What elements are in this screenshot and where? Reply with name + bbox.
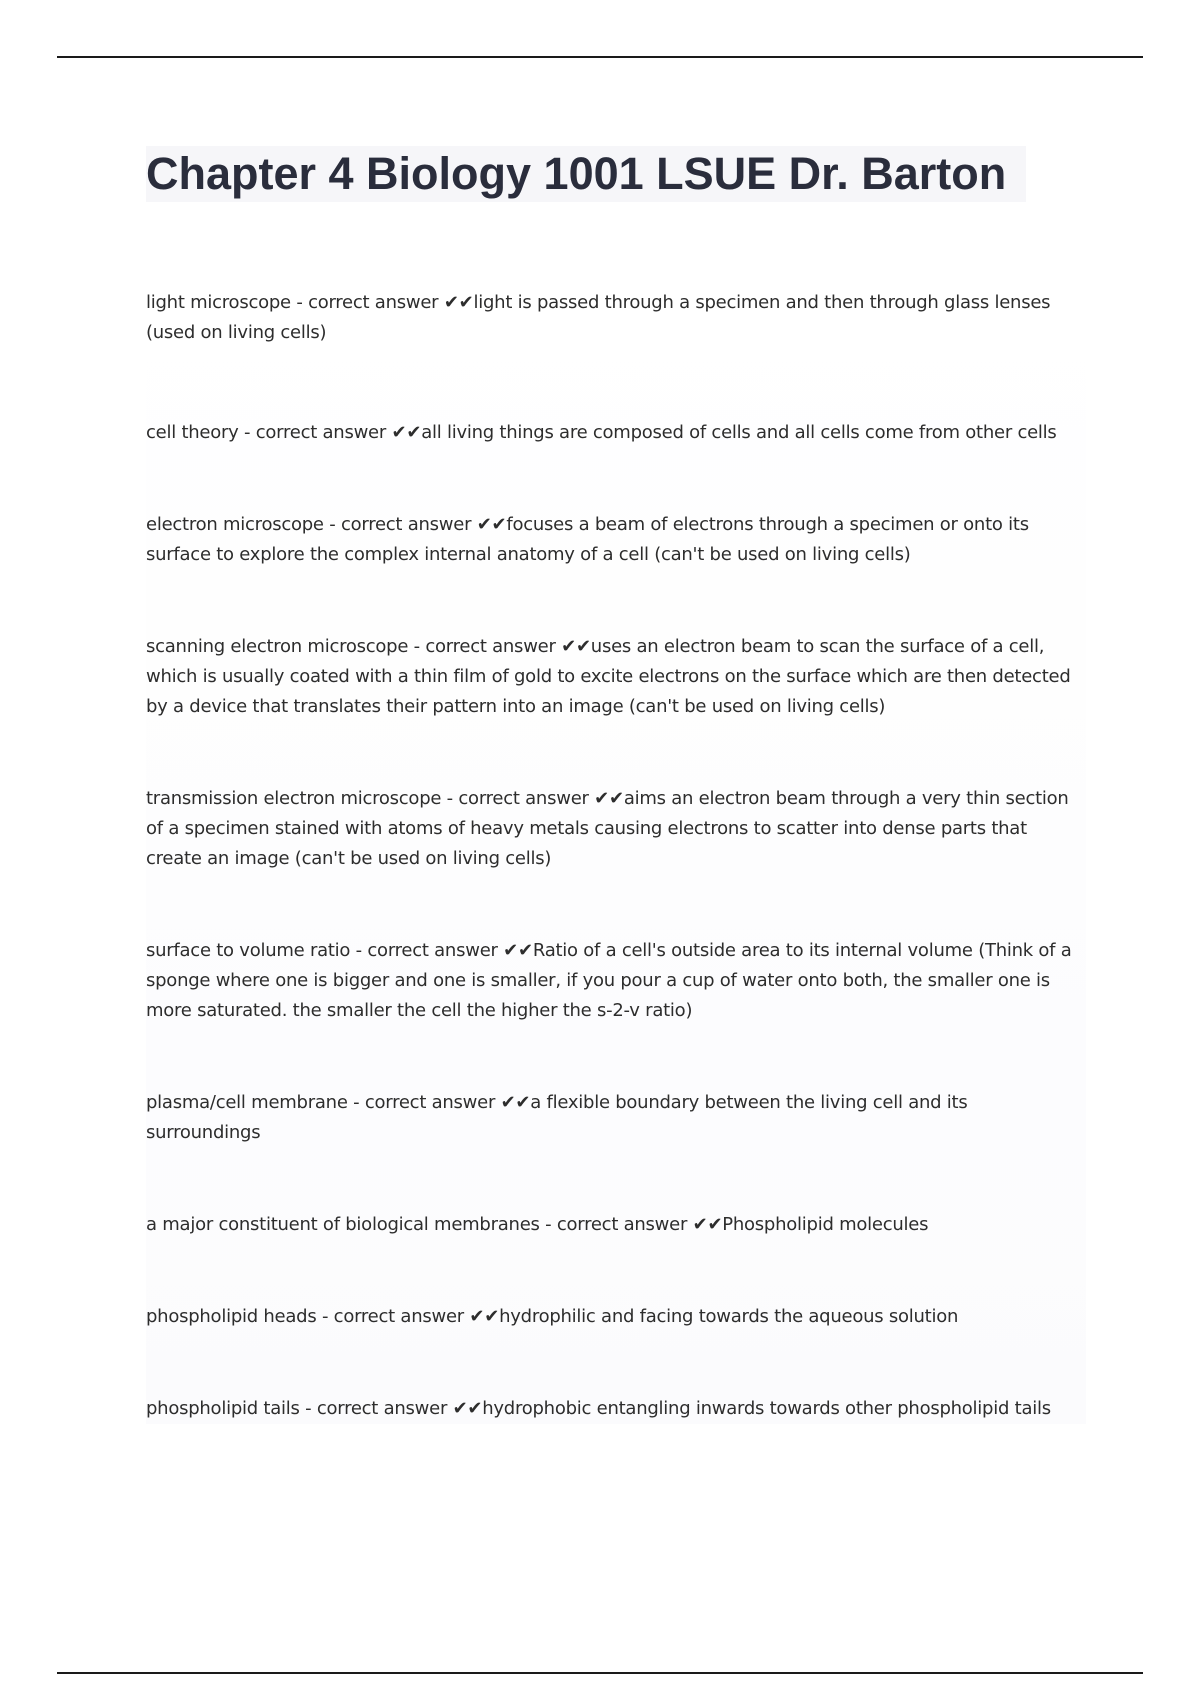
check-mark-icon: ✔✔ bbox=[561, 636, 591, 657]
flashcard-entry bbox=[146, 936, 1086, 1026]
check-mark-icon: ✔✔ bbox=[594, 788, 624, 809]
entry-term: electron microscope bbox=[146, 514, 324, 535]
entry-term: a major constituent of biological membranes bbox=[146, 1214, 540, 1235]
check-mark-icon: ✔✔ bbox=[469, 1306, 500, 1327]
check-mark-icon: ✔✔ bbox=[452, 1398, 483, 1419]
flashcard-entry bbox=[146, 418, 1086, 448]
entry-term: phospholipid heads bbox=[146, 1306, 317, 1327]
entry-separator: - bbox=[299, 1398, 317, 1419]
footer-rule bbox=[57, 1672, 1143, 1674]
answer-label: correct answer bbox=[458, 788, 589, 809]
check-mark-icon: ✔✔ bbox=[391, 422, 422, 443]
answer-label: correct answer bbox=[316, 1398, 448, 1419]
flashcard-entry bbox=[146, 1088, 1086, 1148]
entry-definition: Ratio of a cell's outside area to its internal volume (Think of a sponge where one is bigger and one is smaller, if you pour a cup of water onto both, the smaller one is more saturated. the smaller the cell the higher the s-2-v ratio) bbox=[146, 940, 1072, 1021]
entry-separator: - bbox=[441, 788, 459, 809]
check-mark-icon: ✔✔ bbox=[443, 292, 474, 313]
entry-separator: - bbox=[316, 1306, 334, 1327]
entry-separator: - bbox=[350, 940, 368, 961]
entry-separator: - bbox=[238, 422, 256, 443]
entry-term: transmission electron microscope bbox=[146, 788, 442, 809]
entry-definition: all living things are composed of cells and all cells come from other cells bbox=[421, 422, 1057, 443]
flashcard-entry bbox=[146, 288, 1086, 348]
answer-label: correct answer bbox=[308, 292, 439, 313]
entry-separator: - bbox=[539, 1214, 557, 1235]
title-block bbox=[146, 146, 1026, 202]
document-body bbox=[146, 146, 1086, 1424]
flashcard-entry bbox=[146, 1394, 1086, 1424]
entry-term: scanning electron microscope bbox=[146, 636, 409, 657]
entry-separator: - bbox=[408, 636, 426, 657]
check-mark-icon: ✔✔ bbox=[503, 940, 533, 961]
answer-label: correct answer bbox=[425, 636, 556, 657]
flashcard-entry bbox=[146, 632, 1086, 722]
answer-label: correct answer bbox=[333, 1306, 464, 1327]
flashcard-entry bbox=[146, 1210, 1086, 1240]
entry-definition: focuses a beam of electrons through a specimen or onto its surface to explore the complex internal anatomy of a cell (can't be used on living cells) bbox=[146, 514, 1029, 565]
answer-label: correct answer bbox=[255, 422, 387, 443]
entry-definition: uses an electron beam to scan the surface of a cell, which is usually coated with a thin film of gold to excite electrons on the surface which are then detected by a device that translates their pattern into an image (can't be used on living cells) bbox=[146, 636, 1071, 717]
check-mark-icon: ✔✔ bbox=[500, 1092, 531, 1113]
entry-term: surface to volume ratio bbox=[146, 940, 351, 961]
entry-separator: - bbox=[347, 1092, 365, 1113]
flashcard-entry bbox=[146, 784, 1086, 874]
flashcard-entry bbox=[146, 1302, 1086, 1332]
page-title: Chapter 4 Biology 1001 LSUE Dr. Barton bbox=[146, 148, 1007, 199]
entry-separator: - bbox=[323, 514, 341, 535]
entry-definition: light is passed through a specimen and then through glass lenses (used on living cells) bbox=[146, 292, 1051, 343]
entry-definition: hydrophobic entangling inwards towards other phospholipid tails bbox=[482, 1398, 1051, 1419]
entry-definition: Phospholipid molecules bbox=[722, 1214, 929, 1235]
entry-term: plasma/cell membrane bbox=[146, 1092, 348, 1113]
flashcard-entry bbox=[146, 510, 1086, 570]
answer-label: correct answer bbox=[556, 1214, 688, 1235]
check-mark-icon: ✔✔ bbox=[476, 514, 507, 535]
entry-definition: a flexible boundary between the living cell and its surroundings bbox=[146, 1092, 968, 1143]
header-rule bbox=[57, 56, 1143, 58]
entry-term: phospholipid tails bbox=[146, 1398, 300, 1419]
entry-term: cell theory bbox=[146, 422, 239, 443]
entry-separator: - bbox=[290, 292, 309, 313]
entry-definition: aims an electron beam through a very thin section of a specimen stained with atoms of heavy metals causing electrons to scatter into dense parts that create an image (can't be used on living cells) bbox=[146, 788, 1069, 869]
check-mark-icon: ✔✔ bbox=[692, 1214, 723, 1235]
entry-term: light microscope bbox=[146, 292, 291, 313]
answer-label: correct answer bbox=[364, 1092, 496, 1113]
answer-label: correct answer bbox=[367, 940, 498, 961]
answer-label: correct answer bbox=[340, 514, 472, 535]
flashcard-list bbox=[146, 288, 1086, 1424]
entry-definition: hydrophilic and facing towards the aqueous solution bbox=[499, 1306, 959, 1327]
